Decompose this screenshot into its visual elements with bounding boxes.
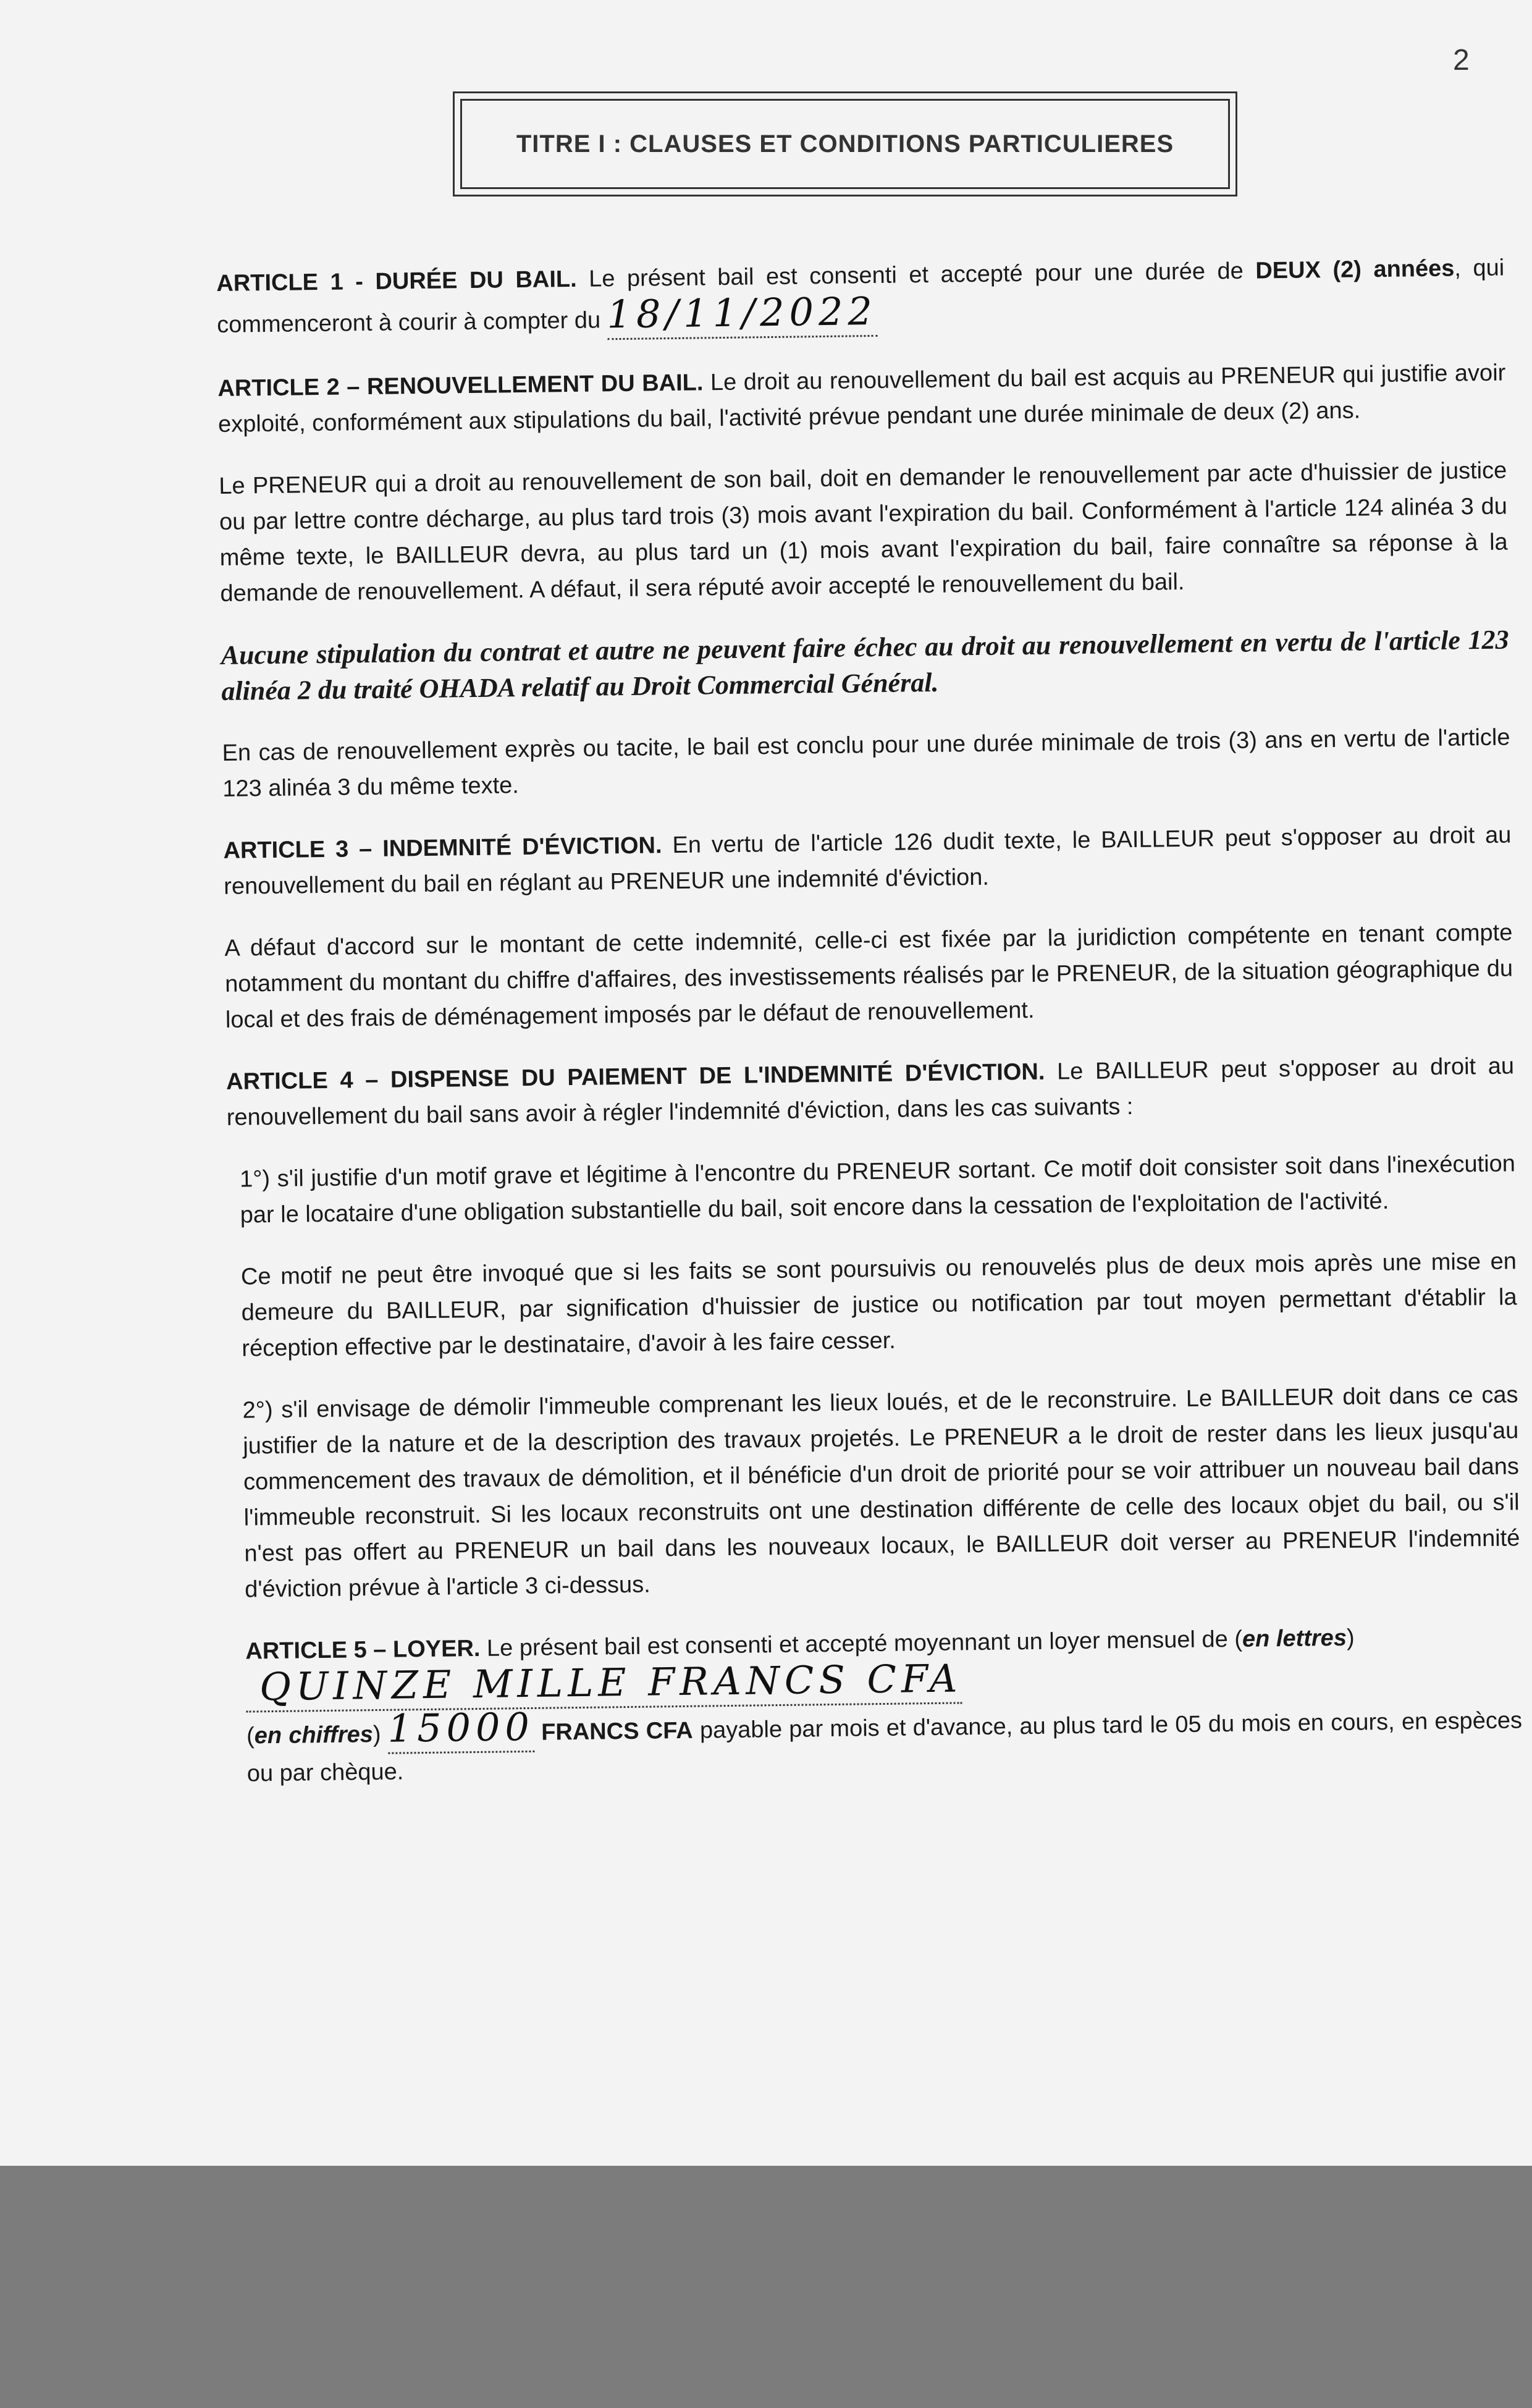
article-2-text-1: Le droit au renouvellement du bail est acquis au PRENEUR qui justifie avoir exploité, conformément aux stipulations du bail, l'activité prévue pendant une durée minimale de deux (2) ans. [217, 360, 1506, 437]
article-2-p4: En cas de renouvellement exprès ou tacite, le bail est conclu pour une durée minimale de trois (3) ans en vertu de l'article 123 alinéa 3 du même texte. [222, 724, 1510, 802]
article-4-p1 [226, 1048, 1515, 1135]
article-4-label: ARTICLE 4 – DISPENSE DU PAIEMENT DE L'INDEMNITÉ D'ÉVICTION. [225, 1058, 1045, 1095]
article-5-en-lettres: en lettres [1242, 1624, 1347, 1652]
document-title: TITRE I : CLAUSES ET CONDITIONS PARTICULIERES [516, 130, 1174, 158]
article-3-p2: A défaut d'accord sur le montant de cette indemnité, celle-ci est fixée par la juridiction compétente en tenant compte notamment du montant du chiffre d'affaires, des investissements réalisés par le PRENEUR, de la situation géographique du local et des frais de déménagement imposés par le défaut de renouvellement. [224, 919, 1513, 1033]
article-1-text-b: , qui commenceront à courir à compter du [216, 255, 1505, 338]
scanner-background [0, 2166, 1532, 2408]
article-5-label: ARTICLE 5 – LOYER. [245, 1635, 481, 1665]
article-4-case-1-detail: Ce motif ne peut être invoqué que si les faits se sont poursuivis ou renouvelés plus de deux mois après une mise en demeure du BAILLEUR, par signification d'huissier de justice ou notification par tout moyen permettant d'établir la réception effective par le destinataire, d'avoir à les faire cesser. [240, 1248, 1517, 1362]
article-1-duration: DEUX (2) années [1255, 255, 1455, 284]
article-5-amount-figures-field [387, 1704, 535, 1754]
page-number: 2 [1453, 44, 1470, 77]
article-2-label: ARTICLE 2 – RENOUVELLEMENT DU BAIL. [217, 370, 704, 402]
article-1 [216, 250, 1505, 345]
article-4-case-1: 1°) s'il justifie d'un motif grave et légitime à l'encontre du PRENEUR sortant. Ce motif doit consister soit dans l'inexécution par le locataire d'une obligation substantielle du bail, soit encore dans la cessation de l'exploitation de l'activité. [239, 1151, 1516, 1228]
article-1-date-field [607, 288, 878, 340]
article-5: ARTICLE 5 – LOYER. Le présent bail est consenti et accepté moyennant un loyer mensuel de (en lettres) QUINZE MILLE FRANCS CFA (en chiffres) 15000 FRANCS CFA payable par mois et d'avance, au plus tard le 05 du mois en cours, en espèces ou par chèque. [245, 1624, 1523, 1787]
article-2-italic-clause: Aucune stipulation du contrat et autre ne peuvent faire échec au droit au renouvellement en vertu de l'article 123 alinéa 2 du traité OHADA relatif au Droit Commercial Général. [221, 624, 1509, 706]
article-1-label: ARTICLE 1 - DURÉE DU BAIL. [216, 266, 577, 297]
article-5-amount-figures-handwritten: 15000 [387, 1704, 535, 1751]
document-body [216, 250, 1523, 1818]
article-5-currency: FRANCS CFA [541, 1717, 693, 1746]
article-5-amount-words-field [246, 1655, 962, 1712]
article-3-label: ARTICLE 3 – INDEMNITÉ D'ÉVICTION. [223, 832, 662, 864]
article-5-en-chiffres: en chiffres [254, 1722, 374, 1749]
article-1-date-handwritten: 18/11/2022 [607, 288, 878, 337]
article-5-amount-words-handwritten: QUINZE MILLE FRANCS CFA [259, 1655, 962, 1710]
article-1-text-a: Le présent bail est consenti et accepté pour une durée de [588, 258, 1244, 292]
article-5-text-b: payable par mois et d'avance, au plus tard le 05 du mois en cours, en espèces ou par chèque. [246, 1707, 1523, 1787]
title-box [460, 99, 1230, 189]
article-2-p1 [217, 355, 1506, 442]
article-4-case-2: 2°) s'il envisage de démolir l'immeuble comprenant les lieux loués, et de le reconstruire. Le BAILLEUR doit dans ce cas justifier de la nature et de la description des travaux projetés. Le PRENEUR a le droit de rester dans les lieux jusqu'au commencement des travaux de démolition, et il bénéficie d'un droit de priorité pour se voir attribuer un nouveau bail dans l'immeuble reconstruit. Si les locaux reconstruits ont une destination différente de celle des locaux objet du bail, ou s'il n'est pas offert au PRENEUR un bail dans les nouveaux locaux, le BAILLEUR doit verser au PRENEUR l'indemnité d'éviction prévue à l'article 3 ci-dessus. [242, 1382, 1520, 1603]
article-5-text-a: Le présent bail est consenti et accepté moyennant un loyer mensuel de ( [486, 1626, 1243, 1662]
article-2-p2: Le PRENEUR qui a droit au renouvellement de son bail, doit en demander le renouvellement par acte d'huissier de justice ou par lettre contre décharge, au plus tard trois (3) mois avant l'expiration du bail. Conformément à l'article 124 alinéa 3 du même texte, le BAILLEUR devra, au plus tard un (1) mois avant l'expiration du bail, faire connaître sa réponse à la demande de renouvellement. A défaut, il sera réputé avoir accepté le renouvellement du bail. [219, 457, 1508, 607]
article-3-p1 [223, 817, 1512, 904]
article-3-text-1: En vertu de l'article 126 dudit texte, le BAILLEUR peut s'opposer au droit au renouvellement du bail en réglant au PRENEUR une indemnité d'éviction. [224, 822, 1512, 900]
article-4-text-1: Le BAILLEUR peut s'opposer au droit au renouvellement du bail sans avoir à régler l'indemnité d'éviction, dans les cas suivants : [226, 1053, 1515, 1131]
